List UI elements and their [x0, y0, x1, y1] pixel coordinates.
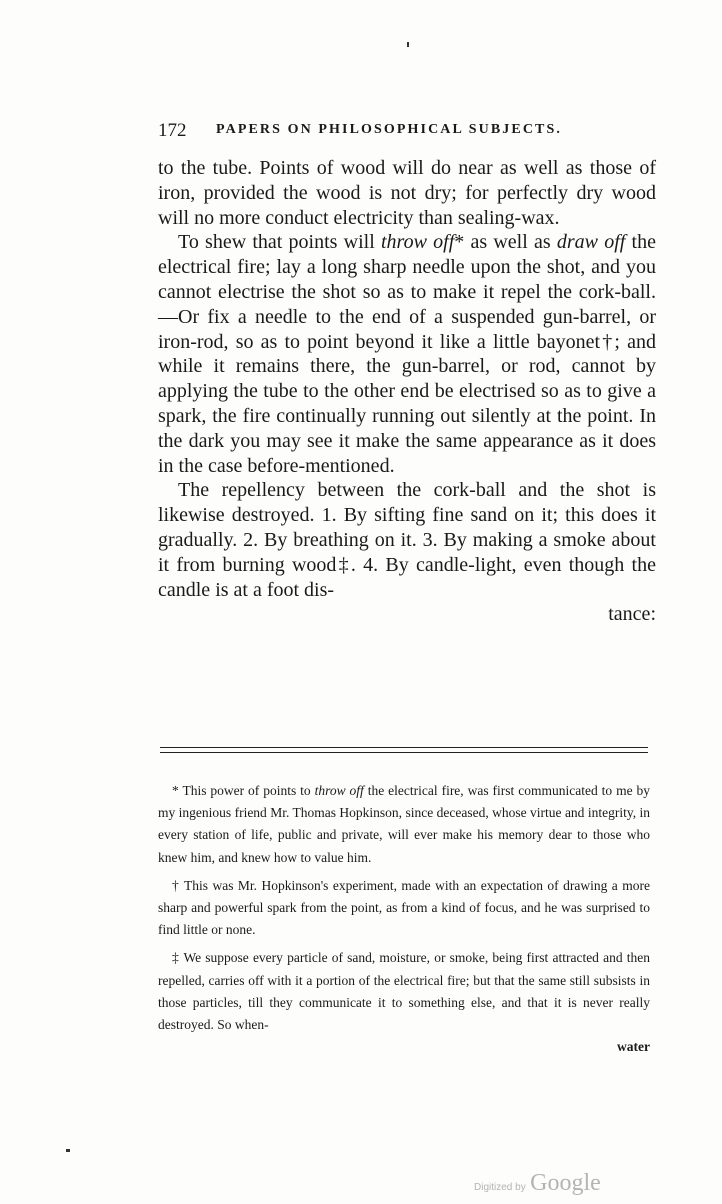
running-title: PAPERS ON PHILOSOPHICAL SUBJECTS. [216, 122, 562, 137]
google-logo: Google [530, 1170, 601, 1196]
paragraph-3-text: The repellency between the cork-ball and the shot is likewise destroyed. 1. By sifting fine sand on it; this does it gradually. 2. By breathing on it. 3. By making a smoke about it from burning wood‡. 4. By candle-light, even though the candle is at a foot dis- [158, 479, 656, 601]
ink-speck-bottom [66, 1149, 70, 1152]
page-header [158, 120, 656, 144]
footnotes [158, 780, 650, 1064]
footnote-asterisk [158, 780, 650, 869]
footnote-rule-bottom [160, 752, 648, 753]
footnote-double-dagger [158, 947, 650, 1058]
footnote-rule-top [160, 747, 648, 748]
watermark-prefix: Digitized by [474, 1182, 526, 1193]
paragraph-2-text-a: To shew that points will [178, 231, 381, 254]
digitized-watermark [474, 1170, 601, 1197]
paragraph-2 [158, 230, 656, 478]
footnote-dagger: † This was Mr. Hopkinson's experiment, made with an expectation of drawing a more sharp and powerful spark from the point, as from a kind of focus, and he was surprised to find little or none. [158, 877, 650, 938]
paragraph-2-text-c: the electrical fire; lay a long sharp needle upon the shot, and you cannot electrise the shot so as to make it repel the cork-ball.—Or fix a needle to the end of a suspended gun-barrel, or iron-rod, so as to point beyond it like a little bayonet†; and while it remains there, the gun-barrel, or rod, cannot by applying the tube to the other end be electrised so as to give a spark, the fire continually running out silently at the point. In the dark you may see it make the same appearance as it does in the case before-mentioned. [158, 231, 656, 477]
paragraph-2-emphasis-throw-off: throw off [381, 231, 455, 254]
footnote-1-text-b: the electrical fire, was first communicated to me by my ingenious friend Mr. Thomas Hopkinson, since deceased, whose virtue and integrity, in every station of life, public and private, will ever make his memory dear to those who knew him, and knew how to value him. [158, 783, 650, 865]
catchword-water: water [617, 1039, 650, 1055]
paragraph-2-text-b: * as well as [454, 231, 557, 254]
ink-speck-top [407, 42, 409, 47]
footnote-1-text-a: * This power of points to [172, 783, 315, 798]
paragraph-2-emphasis-draw-off: draw off [556, 231, 626, 254]
footnote-1-emphasis: throw off [314, 783, 364, 798]
catchword-distance: tance: [608, 603, 656, 626]
page-number: 172 [158, 120, 187, 141]
paragraph-1: to the tube. Points of wood will do near as well as those of iron, provided the wood is not dry; for perfectly dry wood will no more conduct electricity than sealing-wax. [158, 157, 656, 229]
paragraph-3 [158, 478, 656, 627]
footnote-3-text: ‡ We suppose every particle of sand, moisture, or smoke, being first attracted and then repelled, carries off with it a portion of the electrical fire; but that the same still subsists in those particles, till they communicate it to something else, and that it is never really destroyed. So when- [158, 950, 650, 1033]
body-text [158, 156, 656, 627]
